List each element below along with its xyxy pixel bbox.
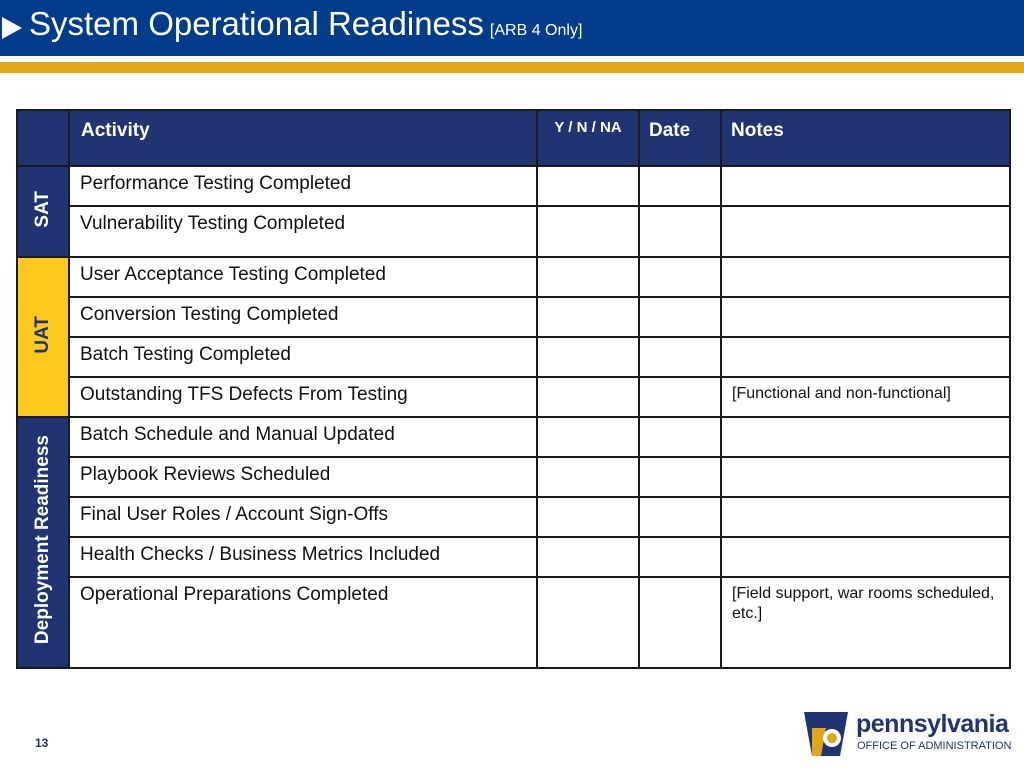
readiness-table: [16, 109, 1011, 669]
ynna-cell[interactable]: [537, 206, 639, 257]
activity-cell: Batch Testing Completed: [69, 337, 537, 377]
notes-cell[interactable]: [Functional and non-functional]: [721, 377, 1010, 417]
table-row: [17, 457, 1010, 497]
table-row: [17, 377, 1010, 417]
pennsylvania-logo: [802, 708, 1012, 758]
date-cell[interactable]: [639, 337, 721, 377]
column-header-date: Date: [639, 110, 721, 166]
notes-cell[interactable]: [721, 297, 1010, 337]
keystone-logo-icon: [802, 708, 850, 758]
table-row: [17, 497, 1010, 537]
logo-brand-text: pennsylvania: [856, 710, 1009, 738]
notes-cell[interactable]: [721, 257, 1010, 297]
date-cell[interactable]: [639, 577, 721, 668]
notes-cell[interactable]: [721, 206, 1010, 257]
column-header-activity: Activity: [69, 110, 537, 166]
play-arrow-icon: [2, 17, 22, 39]
table-row: [17, 166, 1010, 206]
notes-cell[interactable]: [721, 497, 1010, 537]
table-header-row: [17, 110, 1010, 166]
ynna-cell[interactable]: [537, 257, 639, 297]
logo-org-text: OFFICE OF ADMINISTRATION: [857, 740, 1012, 752]
date-cell[interactable]: [639, 537, 721, 577]
activity-cell: Batch Schedule and Manual Updated: [69, 417, 537, 457]
notes-cell[interactable]: [721, 417, 1010, 457]
activity-cell: Outstanding TFS Defects From Testing: [69, 377, 537, 417]
notes-cell[interactable]: [Field support, war rooms scheduled, etc.]: [721, 577, 1010, 668]
notes-cell[interactable]: [721, 537, 1010, 577]
section-label-sat: SAT: [17, 166, 69, 257]
ynna-cell[interactable]: [537, 377, 639, 417]
slide-title: System Operational Readiness [ARB 4 Only]: [29, 5, 583, 42]
activity-cell: Vulnerability Testing Completed: [69, 206, 537, 257]
section-label-deployment-readiness: Deployment Readiness: [17, 417, 69, 668]
accent-bar: [0, 62, 1024, 73]
table-row: [17, 257, 1010, 297]
date-cell[interactable]: [639, 166, 721, 206]
ynna-cell[interactable]: [537, 577, 639, 668]
notes-cell[interactable]: [721, 457, 1010, 497]
date-cell[interactable]: [639, 457, 721, 497]
table-row: [17, 297, 1010, 337]
title-bar: [0, 0, 1024, 56]
column-header-ynna: Y / N / NA: [537, 110, 639, 166]
activity-cell: Final User Roles / Account Sign-Offs: [69, 497, 537, 537]
date-cell[interactable]: [639, 497, 721, 537]
table-row: [17, 337, 1010, 377]
activity-cell: Performance Testing Completed: [69, 166, 537, 206]
date-cell[interactable]: [639, 206, 721, 257]
date-cell[interactable]: [639, 257, 721, 297]
table-row: [17, 537, 1010, 577]
table-row: [17, 206, 1010, 257]
activity-cell: Operational Preparations Completed: [69, 577, 537, 668]
activity-cell: Conversion Testing Completed: [69, 297, 537, 337]
table-row: [17, 417, 1010, 457]
slide-subtitle: [ARB 4 Only]: [489, 22, 583, 39]
ynna-cell[interactable]: [537, 337, 639, 377]
ynna-cell[interactable]: [537, 166, 639, 206]
ynna-cell[interactable]: [537, 457, 639, 497]
activity-cell: Health Checks / Business Metrics Included: [69, 537, 537, 577]
ynna-cell[interactable]: [537, 497, 639, 537]
date-cell[interactable]: [639, 377, 721, 417]
table-row: [17, 577, 1010, 668]
ynna-cell[interactable]: [537, 417, 639, 457]
notes-cell[interactable]: [721, 166, 1010, 206]
section-label-uat: UAT: [17, 257, 69, 417]
column-header-notes: Notes: [721, 110, 1010, 166]
page-number: 13: [35, 736, 49, 750]
header-corner-cell: [17, 110, 69, 166]
activity-cell: Playbook Reviews Scheduled: [69, 457, 537, 497]
ynna-cell[interactable]: [537, 297, 639, 337]
activity-cell: User Acceptance Testing Completed: [69, 257, 537, 297]
date-cell[interactable]: [639, 417, 721, 457]
date-cell[interactable]: [639, 297, 721, 337]
ynna-cell[interactable]: [537, 537, 639, 577]
notes-cell[interactable]: [721, 337, 1010, 377]
